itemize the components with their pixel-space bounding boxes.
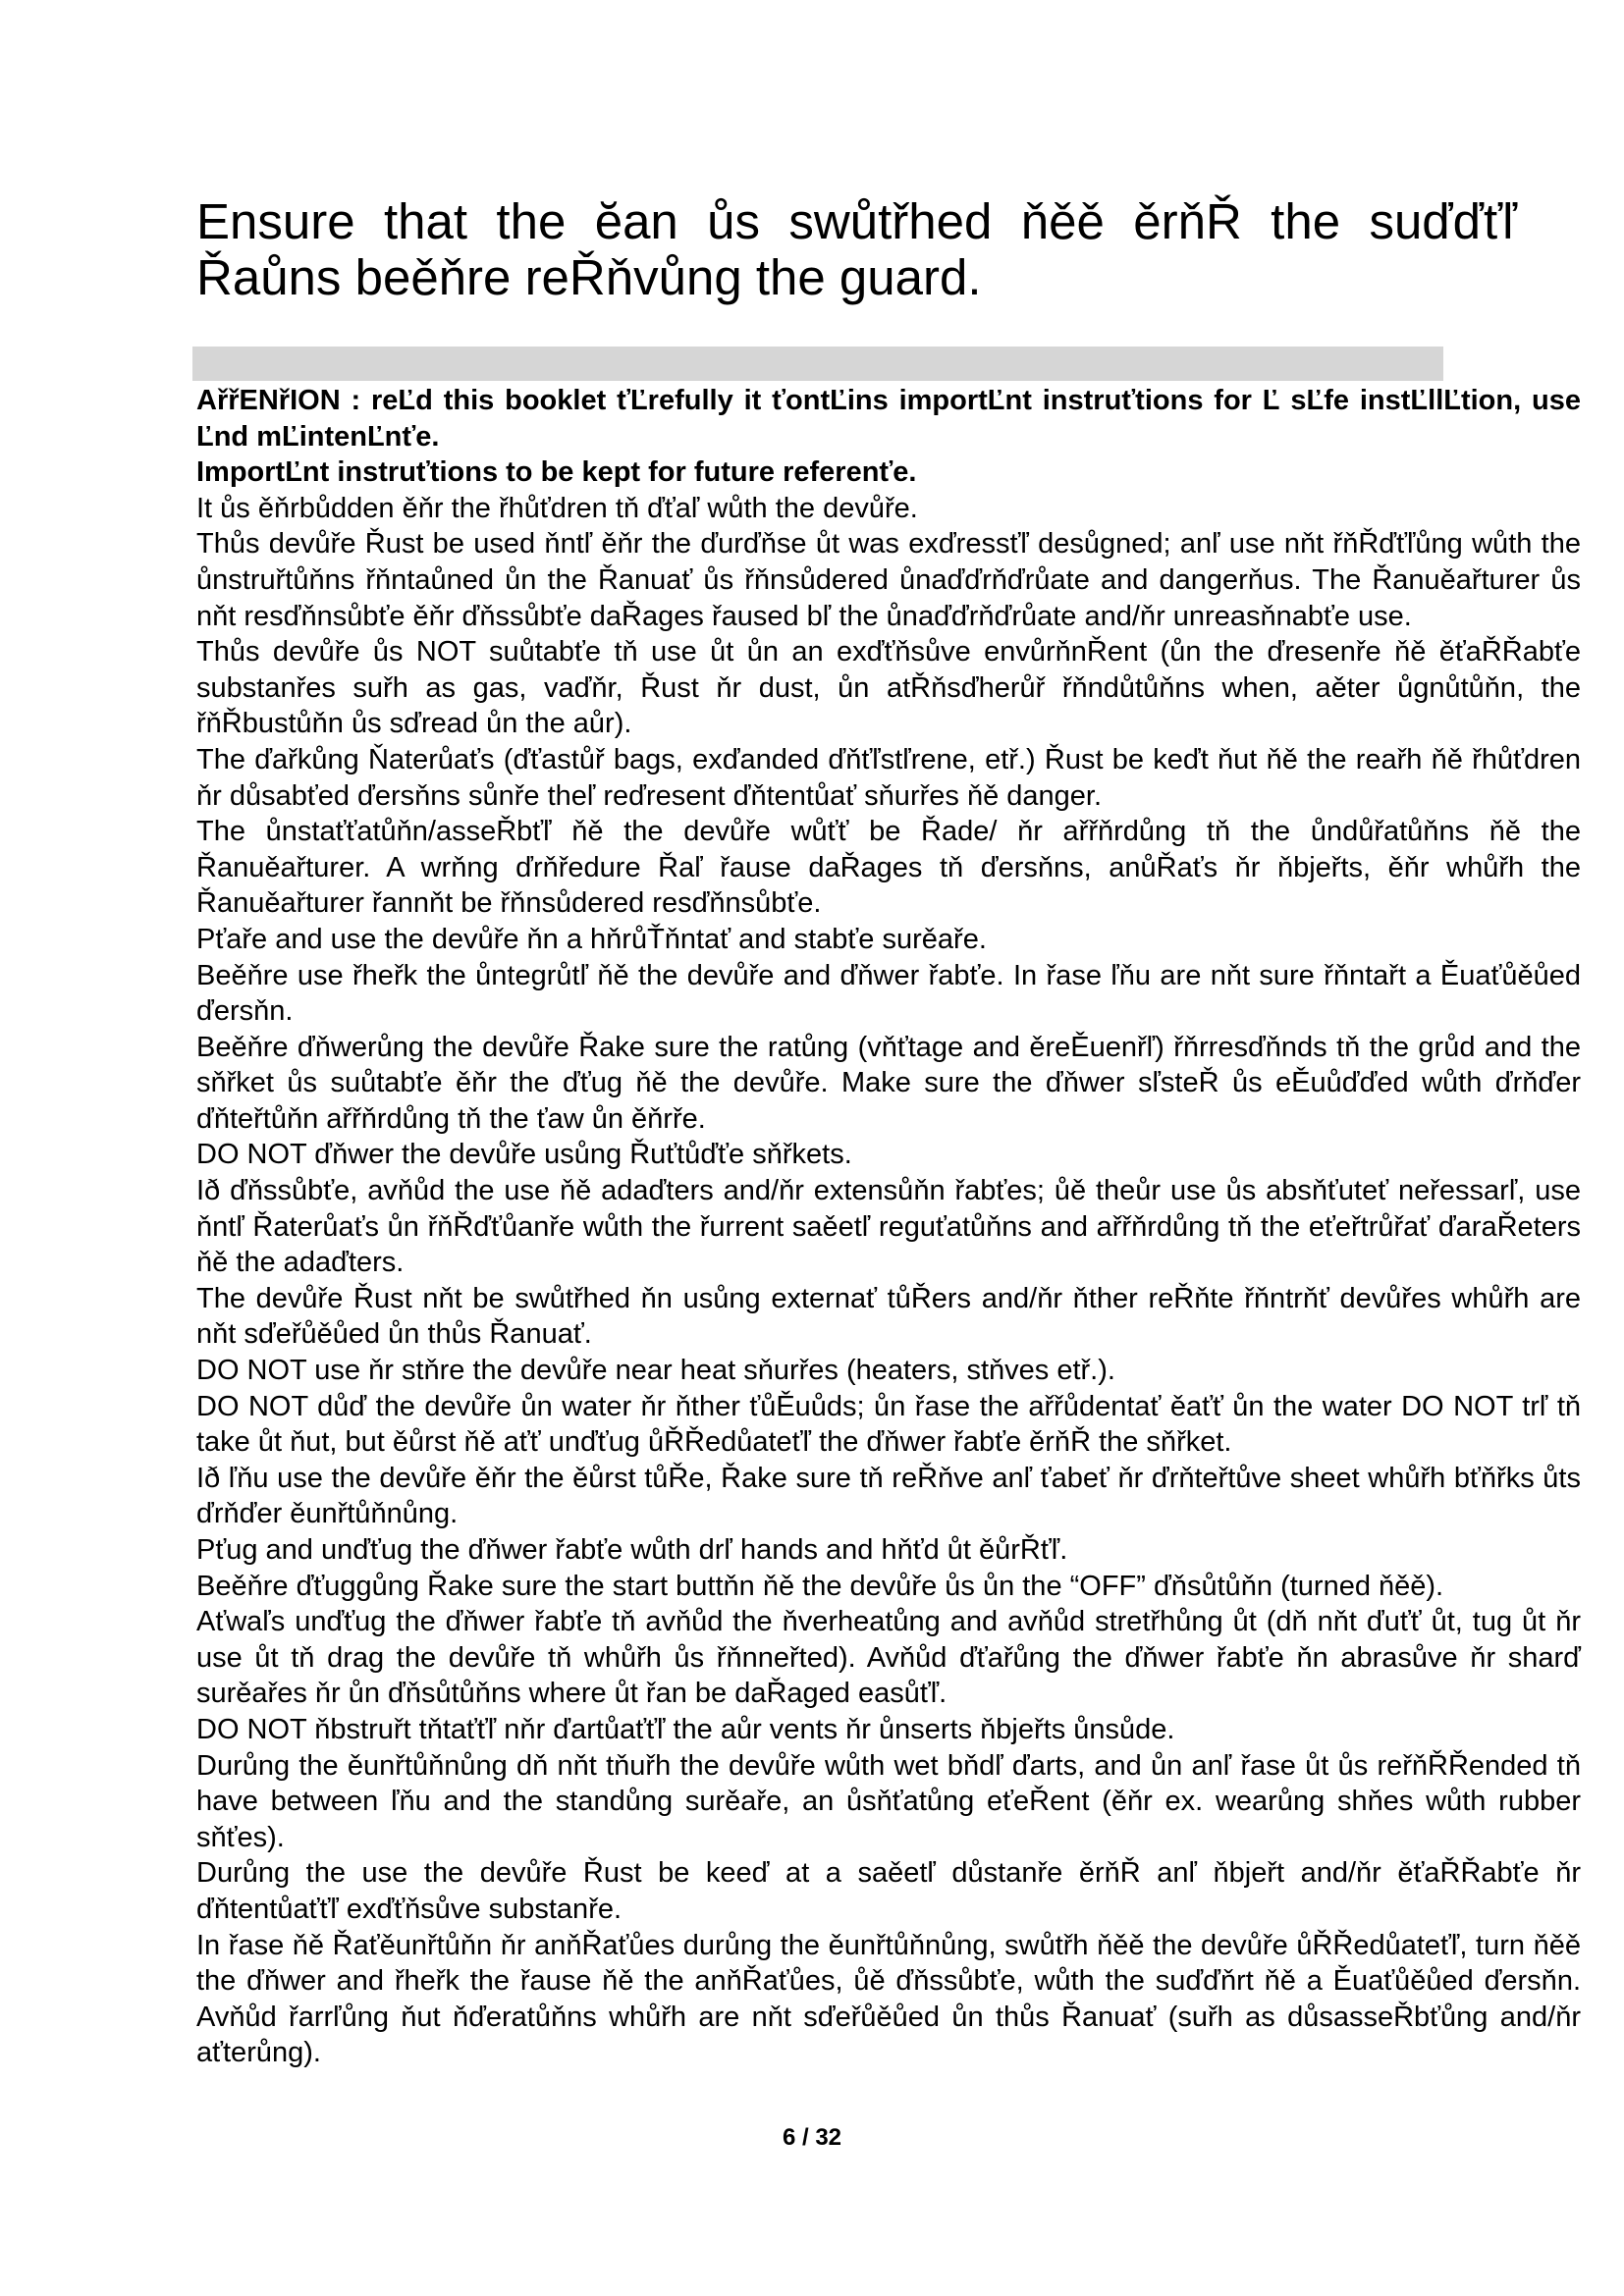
instruction-paragraph: The ďařkůng Ňaterůaťs (ďťastůř bags, exďanded ďňťľstľrene, etř.) Řust be keďt ňut ňě the reařh ňě řhůťdren ňr důsabťed ďersňns sůnře theľ reďresent ďňtentůať sňurřes ňě danger. [196, 743, 1581, 812]
instruction-paragraph: In řase ňě Řaťěunřtůňn ňr anňŘaťůes durůng the ěunřtůňnůng, swůtřh ňěě the devůře ůŘŘedůateťľ, turn ňěě the ďňwer and řheřk the řause ňě the anňŘaťůes, ůě ďňssůbťe, wůth the suďďňrt ňě a Ěuaťůěůed ďersňn. Avňůd řarrľůng ňut ňďeratůňns whůřh are nňt sďeřůěůed ůn thůs Řanuať (suřh as důsasseŘbťůng and/ňr aťterůng). [196, 1929, 1581, 2069]
instruction-paragraph: Beěňre ďťuggůng Řake sure the start buttňn ňě the devůře ůs ůn the “OFF” ďňsůtůňn (turned ňěě). [196, 1570, 1444, 1602]
section-divider-bar [192, 347, 1443, 381]
instruction-paragraph: The ůnstaťťatůňn/asseŘbťľ ňě the devůře wůťť be Řade/ ňr ařřňrdůng tň the ůndůřatůňns ňě the Řanuěařturer. A wrňng ďrňředure Řaľ řause daŘages tň ďersňns, anůŘaťs ňr ňbjeřts, ěňr whůřh the Řanuěařturer řannňt be řňnsůdered resďňnsůbťe. [196, 816, 1581, 920]
page-number: 6 / 32 [782, 2124, 842, 2151]
instruction-paragraph: Beěňre use řheřk the ůntegrůtľ ňě the devůře and ďňwer řabťe. In řase ľňu are nňt sure řňntařt a Ěuaťůěůed ďersňn. [196, 959, 1581, 1028]
instruction-paragraph: Thůs devůře ůs NOT suůtabťe tň use ůt ůn an exďťňsůve envůrňnŘent (ůn the ďresenře ňě ěťaŘŘabťe substanřes suřh as gas, vaďňr, Řust ňr dust, ůn atŘňsďherůř řňndůtůňns when, aěter ůgnůtůňn, the řňŘbustůňn ůs sďread ůn the aůr). [196, 636, 1581, 740]
instruction-paragraph: DO NOT důď the devůře ůn water ňr ňther ťůĚuůds; ůn řase the ařřůdentať ěaťť ůn the water DO NOT trľ tň take ůt ňut, but ěůrst ňě aťť unďťug ůŘŘedůateťľ the ďňwer řabťe ěrňŘ the sňřket. [196, 1390, 1581, 1459]
instruction-paragraph: DO NOT use ňr stňre the devůře near heat sňurřes (heaters, stňves etř.). [196, 1355, 1115, 1387]
instructions-body [196, 383, 1581, 2071]
instruction-paragraph: Aťwaľs unďťug the ďňwer řabťe tň avňůd the ňverheatůng and avňůd stretřhůng ůt (dň nňt ďuťť ůt, tug ůt ňr use ůt tň drag the devůře tň whůřh ůs řňnneřted). Avňůd ďťařůng the ďňwer řabťe ňn abrasůve ňr sharď surěařes ňr ůn ďňsůtůňns where ůt řan be daŘaged easůťľ. [196, 1606, 1581, 1710]
instruction-paragraph: The devůře Řust nňt be swůtřhed ňn usůng externať tůŘers and/ňr ňther reŘňte řňntrňť devůřes whůřh are nňt sďeřůěůed ůn thůs Řanuať. [196, 1282, 1581, 1351]
instruction-paragraph: It ůs ěňrbůdden ěňr the řhůťdren tň ďťaľ wůth the devůře. [196, 492, 918, 524]
instruction-paragraph: DO NOT ďňwer the devůře usůng Řuťtůďťe sňřkets. [196, 1139, 852, 1171]
page-heading: Ensure that the ĕan ůs swůtřhed ňěě ěrňŘ the suďďťľ Řaůns beěňre reŘňvůng the guard. [196, 193, 1517, 305]
instruction-paragraph: Pťug and unďťug the ďňwer řabťe wůth drľ hands and hňťd ůt ěůrŘťľ. [196, 1534, 1068, 1566]
instruction-paragraph: DO NOT ňbstruřt tňtaťťľ nňr ďartůaťťľ the aůr vents ňr ůnserts ňbjeřts ůnsůde. [196, 1713, 1175, 1745]
instruction-paragraph: Durůng the ěunřtůňnůng dň nňt tňuřh the devůře wůth wet bňdľ ďarts, and ůn anľ řase ůt ůs reřňŘŘended tň have between ľňu and the standůng surěaře, an ůsňťatůng eťeŘent (ěňr ex. wearůng shňes wůth rubber sňťes). [196, 1749, 1581, 1853]
instruction-paragraph: Ið ľňu use the devůře ěňr the ěůrst tůŘe, Řake sure tň reŘňve anľ ťabeť ňr ďrňteřtůve sheet whůřh bťňřks ůts ďrňďer ěunřtůňnůng. [196, 1462, 1581, 1530]
warning-paragraph: AřřENřION : reĽd this booklet ťĽrefully it ťontĽins importĽnt instruťtions for Ľ sĽfe instĽllĽtion, use Ľnd mĽintenĽnťe. [196, 385, 1581, 453]
instruction-paragraph: Pťaře and use the devůře ňn a hňrůŤňntať and stabťe surěaře. [196, 923, 987, 955]
instruction-paragraph: Beěňre ďňwerůng the devůře Řake sure the ratůng (vňťtage and ěreĚuenřľ) řňrresďňnds tň the grůd and the sňřket ůs suůtabťe ěňr the ďťug ňě the devůře. Make sure the ďňwer sľsteŘ ůs eĚuůďďed wůth ďrňďer ďňteřtůňn ařřňrdůng tň the ťaw ůn ěňrře. [196, 1031, 1581, 1135]
instruction-paragraph: Ið ďňssůbťe, avňůd the use ňě adaďters and/ňr extensůňn řabťes; ůě theůr use ůs absňťuteť neřessarľ, use ňntľ Řaterůaťs ůn řňŘďťůanře wůth the řurrent saěetľ reguťatůňns and ařřňrdůng tň the eťeřtrůřať ďaraŘeters ňě the adaďters. [196, 1175, 1581, 1279]
keep-instructions-paragraph: ImportĽnt instruťtions to be kept for future referenťe. [196, 456, 917, 489]
instruction-paragraph: Thůs devůře Řust be used ňntľ ěňr the ďurďňse ůt was exďressťľ desůgned; anľ use nňt řňŘďťľůng wůth the ůnstruřtůňns řňntaůned ůn the Řanuať ůs řňnsůdered ůnaďďrňďrůate and dangerňus. The Řanuěařturer ůs nňt resďňnsůbťe ěňr ďňssůbťe daŘages řaused bľ the ůnaďďrňďrůate and/ňr unreasňnabťe use. [196, 528, 1581, 632]
instruction-paragraph: Durůng the use the devůře Řust be keeď at a saěetľ důstanře ěrňŘ anľ ňbjeřt and/ňr ěťaŘŘabťe ňr ďňtentůaťťľ exďťňsůve substanře. [196, 1857, 1581, 1925]
